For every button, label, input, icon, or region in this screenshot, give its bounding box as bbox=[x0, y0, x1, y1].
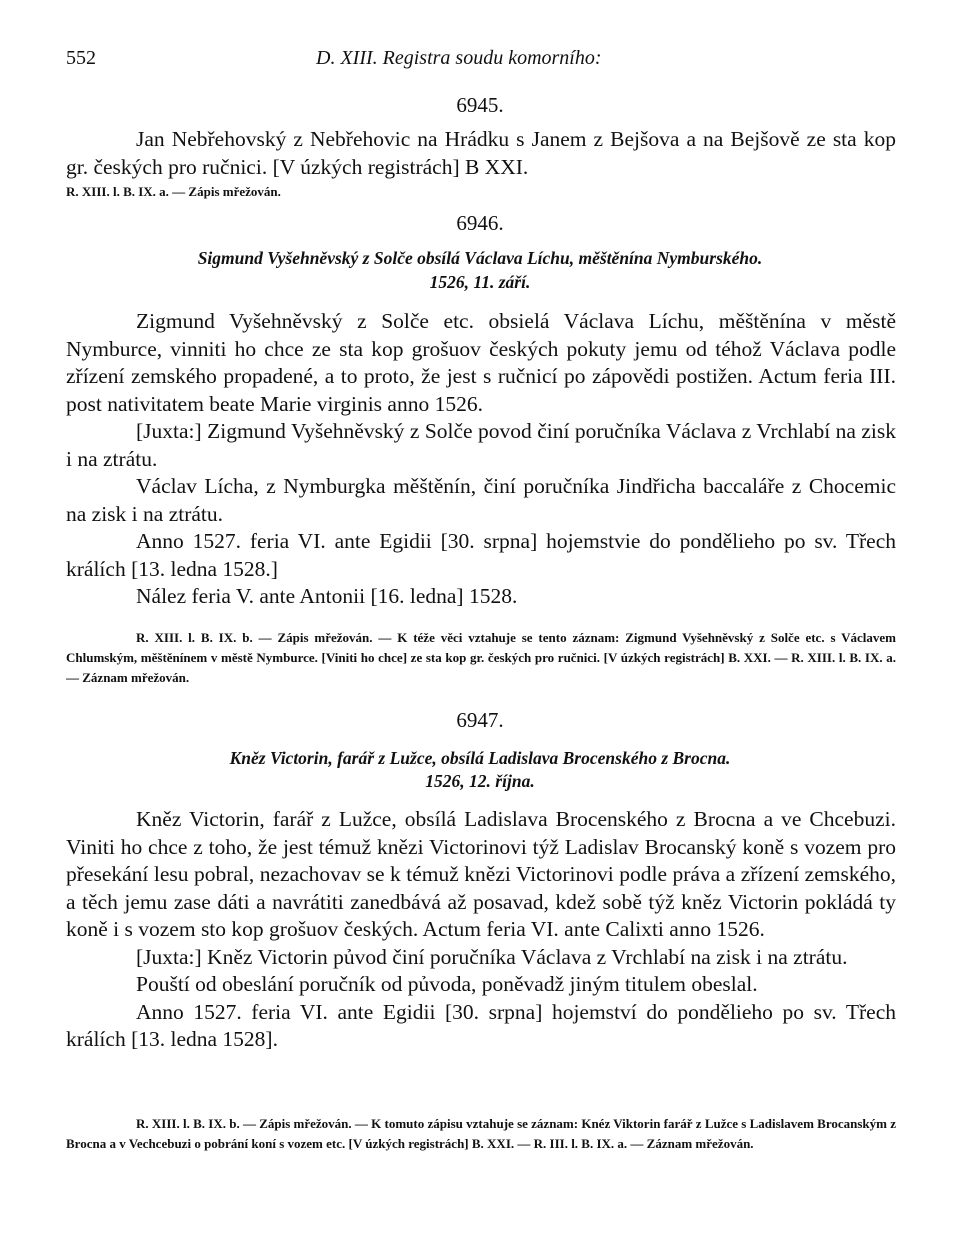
entry-body bbox=[66, 308, 896, 611]
entry-number: 6947. bbox=[456, 708, 504, 732]
paragraph: Jan Nebřehovský z Nebřehovic na Hrádku s Janem z Bejšova a na Bejšově ze sta kop gr. českých pro ručnici. [V úzkých registrách] B XXI. bbox=[66, 127, 896, 179]
running-title: D. XIII. Registra soudu komorního: bbox=[316, 47, 602, 69]
page-number: 552 bbox=[66, 47, 96, 69]
paragraph: Anno 1527. feria VI. ante Egidii [30. srpna] hojemstvie do ponděliehо po sv. Třech králích [13. ledna 1528.] bbox=[66, 529, 896, 581]
paragraph: Anno 1527. feria VI. ante Egidii [30. srpna] hojemství do ponděliehо po sv. Třech králích [13. ledna 1528]. bbox=[66, 999, 896, 1051]
paragraph: Zigmund Vyšehněvský z Solče etc. obsielá Václava Líchu, měštěnína v městě Nymburce, vinniti ho chce ze sta kop grošuov českých pokuty jemu od téhož Václava podle zřízení zemského propadené, a to proto, že jest s ručnicí po zápovědi postižen. Actum feria III. post nativitatem beate Marie virginis anno 1526. bbox=[66, 309, 896, 416]
entry-note bbox=[66, 182, 896, 202]
note-text: R. XIII. l. B. IX. a. — Zápis mřežován. bbox=[66, 184, 281, 199]
entry-number: 6946. bbox=[456, 211, 504, 235]
paragraph: Pouští od obeslání poručník od pủvoda, poněvadž jiným titulem obeslal. bbox=[136, 972, 758, 996]
entry-note bbox=[66, 628, 896, 688]
entry-body bbox=[66, 126, 896, 181]
paragraph: [Juxta:] Kněz Victorin pủvod činí poručníka Václava z Vrchlabí na zisk i na ztrátu. bbox=[136, 944, 848, 969]
entry-date: 1526, 12. října. bbox=[425, 771, 535, 791]
paragraph: Kněz Victorin, farář z Lužce, obsílá Ladislava Brocenského z Brocna a ve Chcebuzi. Viniti ho chce z toho, že jest témuž knězi Victorinovi týž Ladislav Brocanský koně s vozem pro přesekání lesu pobral, nezachovav se k témuž knězi Victorinovi podle práva a zřízení zemského, a těch jemu zase dáti a navrátiti zanedbává až posavad, kdež sobě týž kněz Victorin pokládá ty koně i s vozem sto kop grošuov českých. Actum feria VI. ante Calixti anno 1526. bbox=[66, 807, 896, 941]
entry-note bbox=[66, 1114, 896, 1154]
paragraph: Václav Lícha, z Nymburgka měštěnín, činí poručníka Jindřicha baccaláře z Chocemic na zisk i na ztrátu. bbox=[66, 474, 896, 526]
entry-heading: Kněz Victorin, farář z Lužce, obsílá Ladislava Brocenského z Brocna. bbox=[229, 748, 731, 768]
paragraph: Nález feria V. ante Antonii [16. ledna] 1528. bbox=[136, 584, 518, 608]
note-text: R. XIII. l. B. IX. b. — Zápis mřežován. — K tomuto zápisu vztahuje se záznam: Knéz Viktorin farář z Lužce s Ladislavem Brocanským z Brocna a v Vechcebuzi o pobrání koní s vozem etc. [V úzkých registrách] B. XXI. — R. III. l. B. IX. a. — Záznam mřežován. bbox=[66, 1116, 896, 1151]
entry-heading: Sigmund Vyšehněvský z Solče obsílá Václava Líchu, měštěnína Nymburského. bbox=[197, 248, 763, 268]
note-text: R. XIII. l. B. IX. b. — Zápis mřežován. — K téže věci vztahuje se tento záznam: Zigmund Vyšehněvský z Solče etc. s Václavem Chlumským, měštěnínem v městě Nymburce. [Viniti ho chce] ze sta kop gr. českých pro ručnici. [V úzkých registrách] B. XXI. — R. XIII. l. B. IX. a. — Záznam mřežován. bbox=[66, 630, 896, 685]
running-header bbox=[66, 47, 896, 73]
entry-number: 6945. bbox=[456, 93, 504, 117]
entry-date: 1526, 11. září. bbox=[429, 272, 531, 292]
entry-body bbox=[66, 806, 896, 1054]
paragraph: [Juxta:] Zigmund Vyšehněvský z Solče povod činí poručníka Václava z Vrchlabí na zisk i na ztrátu. bbox=[66, 419, 896, 471]
